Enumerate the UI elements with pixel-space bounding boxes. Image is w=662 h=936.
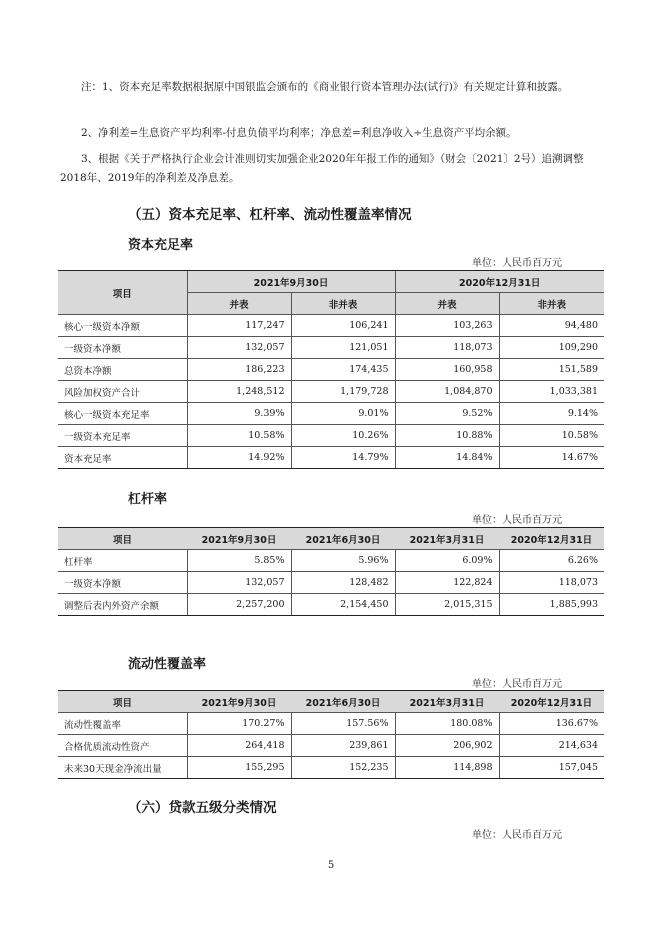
table-row: [58, 713, 604, 735]
cell-value: 155,295: [187, 757, 291, 779]
table-row: [58, 447, 604, 469]
leverage-header: 2020年12月31日: [499, 528, 604, 550]
cell-value: 6.09%: [395, 550, 499, 572]
leverage-unit: 单位：人民币百万元: [472, 515, 562, 526]
cell-value: 94,480: [499, 315, 604, 337]
leverage-header: 2021年6月30日: [291, 528, 395, 550]
cell-value: 106,241: [291, 315, 395, 337]
capital-sub-header: 并表: [187, 293, 291, 315]
liquidity-header: 项目: [58, 691, 187, 713]
row-label: 流动性覆盖率: [58, 713, 187, 735]
section-6-unit: 单位：人民币百万元: [472, 830, 562, 841]
cell-value: 157.56%: [291, 713, 395, 735]
row-label: 总资本净额: [58, 359, 187, 381]
table-row: [58, 425, 604, 447]
cell-value: 2,154,450: [291, 594, 395, 616]
cell-value: 10.26%: [291, 425, 395, 447]
table-row: [58, 735, 604, 757]
cell-value: 14.67%: [499, 447, 604, 469]
cell-value: 160,958: [395, 359, 499, 381]
capital-period-1: 2021年9月30日: [187, 271, 395, 293]
cell-value: 132,057: [187, 572, 291, 594]
leverage-title: 杠杆率: [128, 492, 168, 507]
cell-value: 1,885,993: [499, 594, 604, 616]
table-row: [58, 550, 604, 572]
row-label: 核心一级资本净额: [58, 315, 187, 337]
section-5-title: （五）资本充足率、杠杆率、流动性覆盖率情况: [128, 207, 412, 223]
note-1: 注：1、资本充足率数据根据原中国银监会颁布的《商业银行资本管理办法(试行)》有关规定计算和披露。: [81, 81, 569, 93]
cell-value: 10.88%: [395, 425, 499, 447]
cell-value: 118,073: [395, 337, 499, 359]
note-3: 3、根据《关于严格执行企业会计准则切实加强企业2020年年报工作的通知》（财会〔2021〕2号）追溯调整2018年、2019年的净利差及净息差。: [60, 153, 584, 184]
cell-value: 174,435: [291, 359, 395, 381]
note-2: 2、净利差=生息资产平均利率-付息负债平均利率；净息差=利息净收入÷生息资产平均余额。: [81, 127, 517, 139]
cell-value: 1,248,512: [187, 381, 291, 403]
cell-value: 206,902: [395, 735, 499, 757]
capital-item-header: 项目: [58, 271, 187, 315]
cell-value: 214,634: [499, 735, 604, 757]
table-row: [58, 572, 604, 594]
cell-value: 118,073: [499, 572, 604, 594]
row-label: 风险加权资产合计: [58, 381, 187, 403]
leverage-header: 2021年3月31日: [395, 528, 499, 550]
cell-value: 117,247: [187, 315, 291, 337]
cell-value: 264,418: [187, 735, 291, 757]
page-number: 5: [327, 860, 335, 871]
cell-value: 9.01%: [291, 403, 395, 425]
cell-value: 9.39%: [187, 403, 291, 425]
cell-value: 132,057: [187, 337, 291, 359]
row-label: 杠杆率: [58, 550, 187, 572]
cell-value: 1,033,381: [499, 381, 604, 403]
capital-unit: 单位：人民币百万元: [472, 258, 562, 269]
notes-block: [60, 78, 605, 97]
notes-block-3: [60, 150, 605, 188]
table-row: [58, 359, 604, 381]
leverage-header: 2021年9月30日: [187, 528, 291, 550]
cell-value: 136.67%: [499, 713, 604, 735]
notes-block-2: [60, 124, 605, 143]
row-label: 核心一级资本充足率: [58, 403, 187, 425]
cell-value: 151,589: [499, 359, 604, 381]
cell-value: 14.79%: [291, 447, 395, 469]
cell-value: 1,179,728: [291, 381, 395, 403]
capital-sub-header: 非并表: [499, 293, 604, 315]
cell-value: 114,898: [395, 757, 499, 779]
capital-table: [58, 270, 604, 469]
liquidity-header: 2021年6月30日: [291, 691, 395, 713]
cell-value: 170.27%: [187, 713, 291, 735]
cell-value: 239,861: [291, 735, 395, 757]
row-label: 一级资本充足率: [58, 425, 187, 447]
cell-value: 186,223: [187, 359, 291, 381]
table-row: [58, 381, 604, 403]
cell-value: 103,263: [395, 315, 499, 337]
capital-sub-header: 非并表: [291, 293, 395, 315]
liquidity-header: 2021年9月30日: [187, 691, 291, 713]
cell-value: 180.08%: [395, 713, 499, 735]
cell-value: 5.96%: [291, 550, 395, 572]
table-row: [58, 403, 604, 425]
cell-value: 152,235: [291, 757, 395, 779]
cell-value: 109,290: [499, 337, 604, 359]
cell-value: 9.14%: [499, 403, 604, 425]
liquidity-title: 流动性覆盖率: [128, 657, 207, 672]
cell-value: 2,015,315: [395, 594, 499, 616]
leverage-header: 项目: [58, 528, 187, 550]
table-row: [58, 594, 604, 616]
capital-sub-header: 并表: [395, 293, 499, 315]
row-label: 资本充足率: [58, 447, 187, 469]
cell-value: 5.85%: [187, 550, 291, 572]
section-6-title: （六）贷款五级分类情况: [128, 800, 277, 816]
liquidity-header: 2021年3月31日: [395, 691, 499, 713]
cell-value: 10.58%: [499, 425, 604, 447]
liquidity-unit: 单位：人民币百万元: [472, 679, 562, 690]
table-row: [58, 337, 604, 359]
row-label: 一级资本净额: [58, 572, 187, 594]
row-label: 合格优质流动性资产: [58, 735, 187, 757]
cell-value: 9.52%: [395, 403, 499, 425]
row-label: 一级资本净额: [58, 337, 187, 359]
cell-value: 157,045: [499, 757, 604, 779]
cell-value: 14.92%: [187, 447, 291, 469]
leverage-table: [58, 527, 604, 616]
cell-value: 1,084,870: [395, 381, 499, 403]
cell-value: 2,257,200: [187, 594, 291, 616]
cell-value: 121,051: [291, 337, 395, 359]
cell-value: 128,482: [291, 572, 395, 594]
liquidity-table: [58, 690, 604, 779]
table-row: [58, 757, 604, 779]
capital-title: 资本充足率: [128, 238, 194, 253]
row-label: 未来30天现金净流出量: [58, 757, 187, 779]
table-row: [58, 315, 604, 337]
liquidity-header: 2020年12月31日: [499, 691, 604, 713]
row-label: 调整后表内外资产余额: [58, 594, 187, 616]
cell-value: 6.26%: [499, 550, 604, 572]
capital-period-2: 2020年12月31日: [395, 271, 604, 293]
cell-value: 10.58%: [187, 425, 291, 447]
cell-value: 14.84%: [395, 447, 499, 469]
cell-value: 122,824: [395, 572, 499, 594]
